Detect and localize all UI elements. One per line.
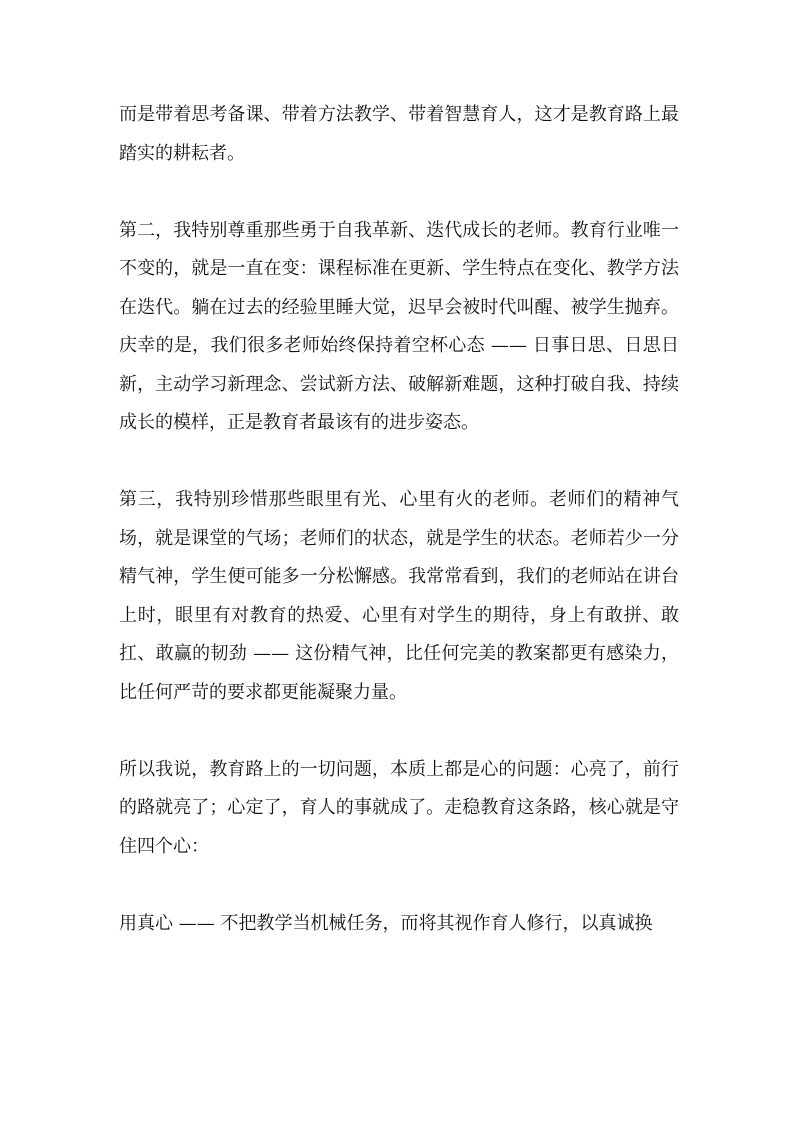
paragraph-4: 所以我说，教育路上的一切问题，本质上都是心的问题：心亮了，前行的路就亮了；心定了，育人的事就成了。走稳教育这条路，核心就是守住四个心： <box>119 758 679 857</box>
paragraph-5: 用真心 —— 不把教学当机械任务，而将其视作育人修行，以真诚换 <box>119 912 653 934</box>
document-body <box>119 96 679 982</box>
paragraph-2: 第二，我特别尊重那些勇于自我革新、迭代成长的老师。教育行业唯一不变的，就是一直在变：课程标准在更新、学生特点在变化、教学方法在迭代。躺在过去的经验里睡大觉，迟早会被时代叫醒、被学生抛弃。庆幸的是，我们很多老师始终保持着空杯心态 —— 日事日思、日思日新，主动学习新理念、尝试新方法、破解新难题，这种打破自我、持续成长的模样，正是教育者最该有的进步姿态。 <box>119 219 679 433</box>
paragraph-1: 而是带着思考备课、带着方法教学、带着智慧育人，这才是教育路上最踏实的耕耘者。 <box>119 104 679 164</box>
paragraph-3: 第三，我特别珍惜那些眼里有光、心里有火的老师。老师们的精神气场，就是课堂的气场；老师们的状态，就是学生的状态。老师若少一分精气神，学生便可能多一分松懈感。我常常看到，我们的老师站在讲台上时，眼里有对教育的热爱、心里有对学生的期待，身上有敢拼、敢扛、敢赢的韧劲 —— 这份精气神，比任何完美的教案都更有感染力，比任何严苛的要求都更能凝聚力量。 <box>119 489 679 703</box>
